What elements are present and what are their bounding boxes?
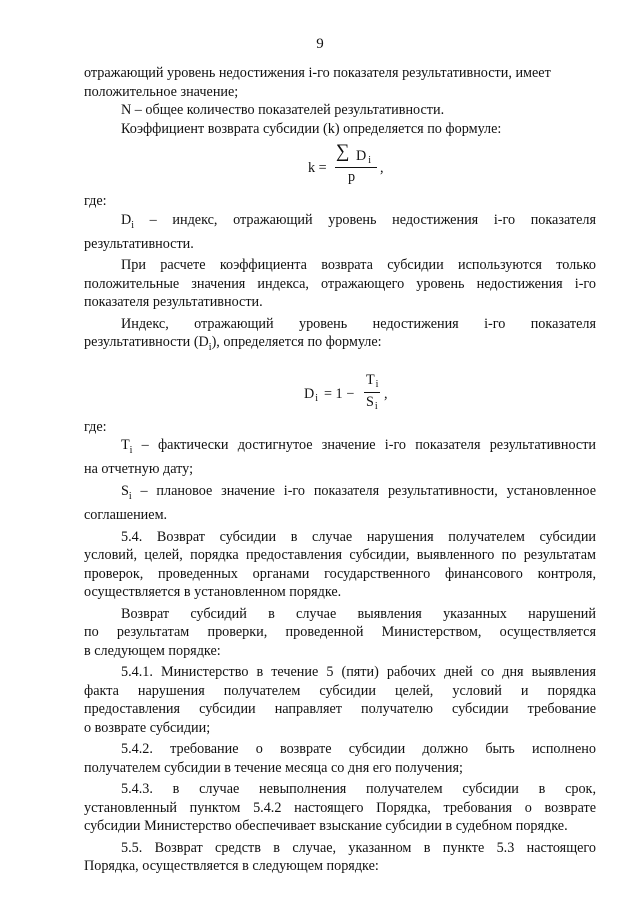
paragraph-line: факта нарушения получателем субсидии целей, условий и порядка [84, 682, 596, 699]
paragraph-line: проверок, проведенных органами государственного финансового контроля, [84, 565, 596, 582]
formula-d-lhs: $D_i$ [304, 385, 319, 404]
paragraph-line: где: [84, 193, 107, 209]
paragraph-line: положительное значение; [84, 83, 239, 100]
paragraph-line: отражающий уровень недостижения i-го показателя результативности, имеет [84, 65, 551, 81]
paragraph-line: соглашением. [84, 507, 168, 524]
paragraph-line: 5.4.3. в случае невыполнения получателем субсидии в срок, [121, 781, 596, 798]
paragraph-line: установленный пунктом 5.4.2 настоящего Порядка, требования о возврате [84, 799, 596, 816]
paragraph-line: Возврат субсидий в случае выявления указанных нарушений [121, 605, 596, 622]
paragraph-line: 5.4.1. Министерство в течение 5 (пяти) рабочих дней со дня выявления [121, 664, 596, 681]
paragraph-line: результативности. [84, 235, 194, 252]
paragraph-line: $S_i$ – плановое значение i-го показателя результативности, установленное [121, 482, 596, 502]
formula-k-numerator: D $_i$ [356, 148, 372, 166]
formula-k-denominator: p [348, 169, 356, 185]
paragraph-line: $T_i$ – фактически достигнутое значение i-го показателя результативности [121, 437, 596, 456]
formula-d-numerator: $T_i$ [366, 371, 379, 390]
formula-d-denominator: $S_i$ [366, 393, 378, 412]
paragraph-line: Порядка, осуществляется в следующем порядке: [84, 858, 379, 875]
formula-d-equals: = 1 − [324, 385, 355, 402]
paragraph-line: условий, целей, порядка предоставления субсидии, выявленного по результатам [84, 547, 596, 564]
formula-d-comma: , [384, 385, 388, 402]
paragraph-line: получателем субсидии в течение месяца со дня его получения; [84, 759, 463, 776]
formula-k [84, 138, 596, 186]
paragraph-line: по результатам проверки, проведенной Министерством, осуществляется [84, 624, 596, 641]
paragraph-line: осуществляется в установленном порядке. [84, 584, 342, 601]
paragraph-line: предоставления субсидии направляет получателю субсидии требование [84, 701, 596, 718]
paragraph-line: в следующем порядке: [84, 642, 221, 659]
paragraph-line: на отчетную дату; [84, 461, 194, 478]
formula-k-sigma: ∑ [336, 141, 350, 162]
paragraph-line: $D_i$ – индекс, отражающий уровень недостижения i-го показателя [121, 211, 596, 231]
paragraph-line: Коэффициент возврата субсидии (k) определяется по формуле: [121, 120, 502, 137]
paragraph-line: положительные значения индекса, отражающего уровень недостижения i-го [84, 275, 596, 292]
formula-d [84, 358, 596, 414]
paragraph-line: 5.4.2. требование о возврате субсидии должно быть исполнено [121, 741, 596, 758]
paragraph-line: результативности $(D_i)$, определяется по формуле: [84, 334, 382, 354]
document-body [84, 64, 596, 876]
paragraph-line: субсидии Министерство обеспечивает взыскание субсидии в судебном порядке. [84, 818, 568, 835]
paragraph-line: где: [84, 418, 107, 435]
paragraph-line: N – общее количество показателей результативности. [121, 102, 445, 118]
paragraph-line: показателя результативности. [84, 294, 263, 311]
formula-k-comma: , [380, 160, 384, 176]
formula-k-lhs: k = [308, 160, 327, 176]
paragraph-line: Индекс, отражающий уровень недостижения i-го показателя [121, 315, 596, 332]
paragraph-line: При расчете коэффициента возврата субсидии используются только [121, 257, 596, 274]
paragraph-line: 5.5. Возврат средств в случае, указанном в пункте 5.3 настоящего [121, 839, 596, 856]
formula-d-fraction-bar [364, 392, 380, 393]
paragraph-line: о возврате субсидии; [84, 719, 211, 736]
formula-k-fraction-bar [335, 167, 377, 168]
page-number: 9 [316, 36, 324, 52]
paragraph-line: 5.4. Возврат субсидии в случае нарушения получателем субсидии [121, 528, 596, 545]
